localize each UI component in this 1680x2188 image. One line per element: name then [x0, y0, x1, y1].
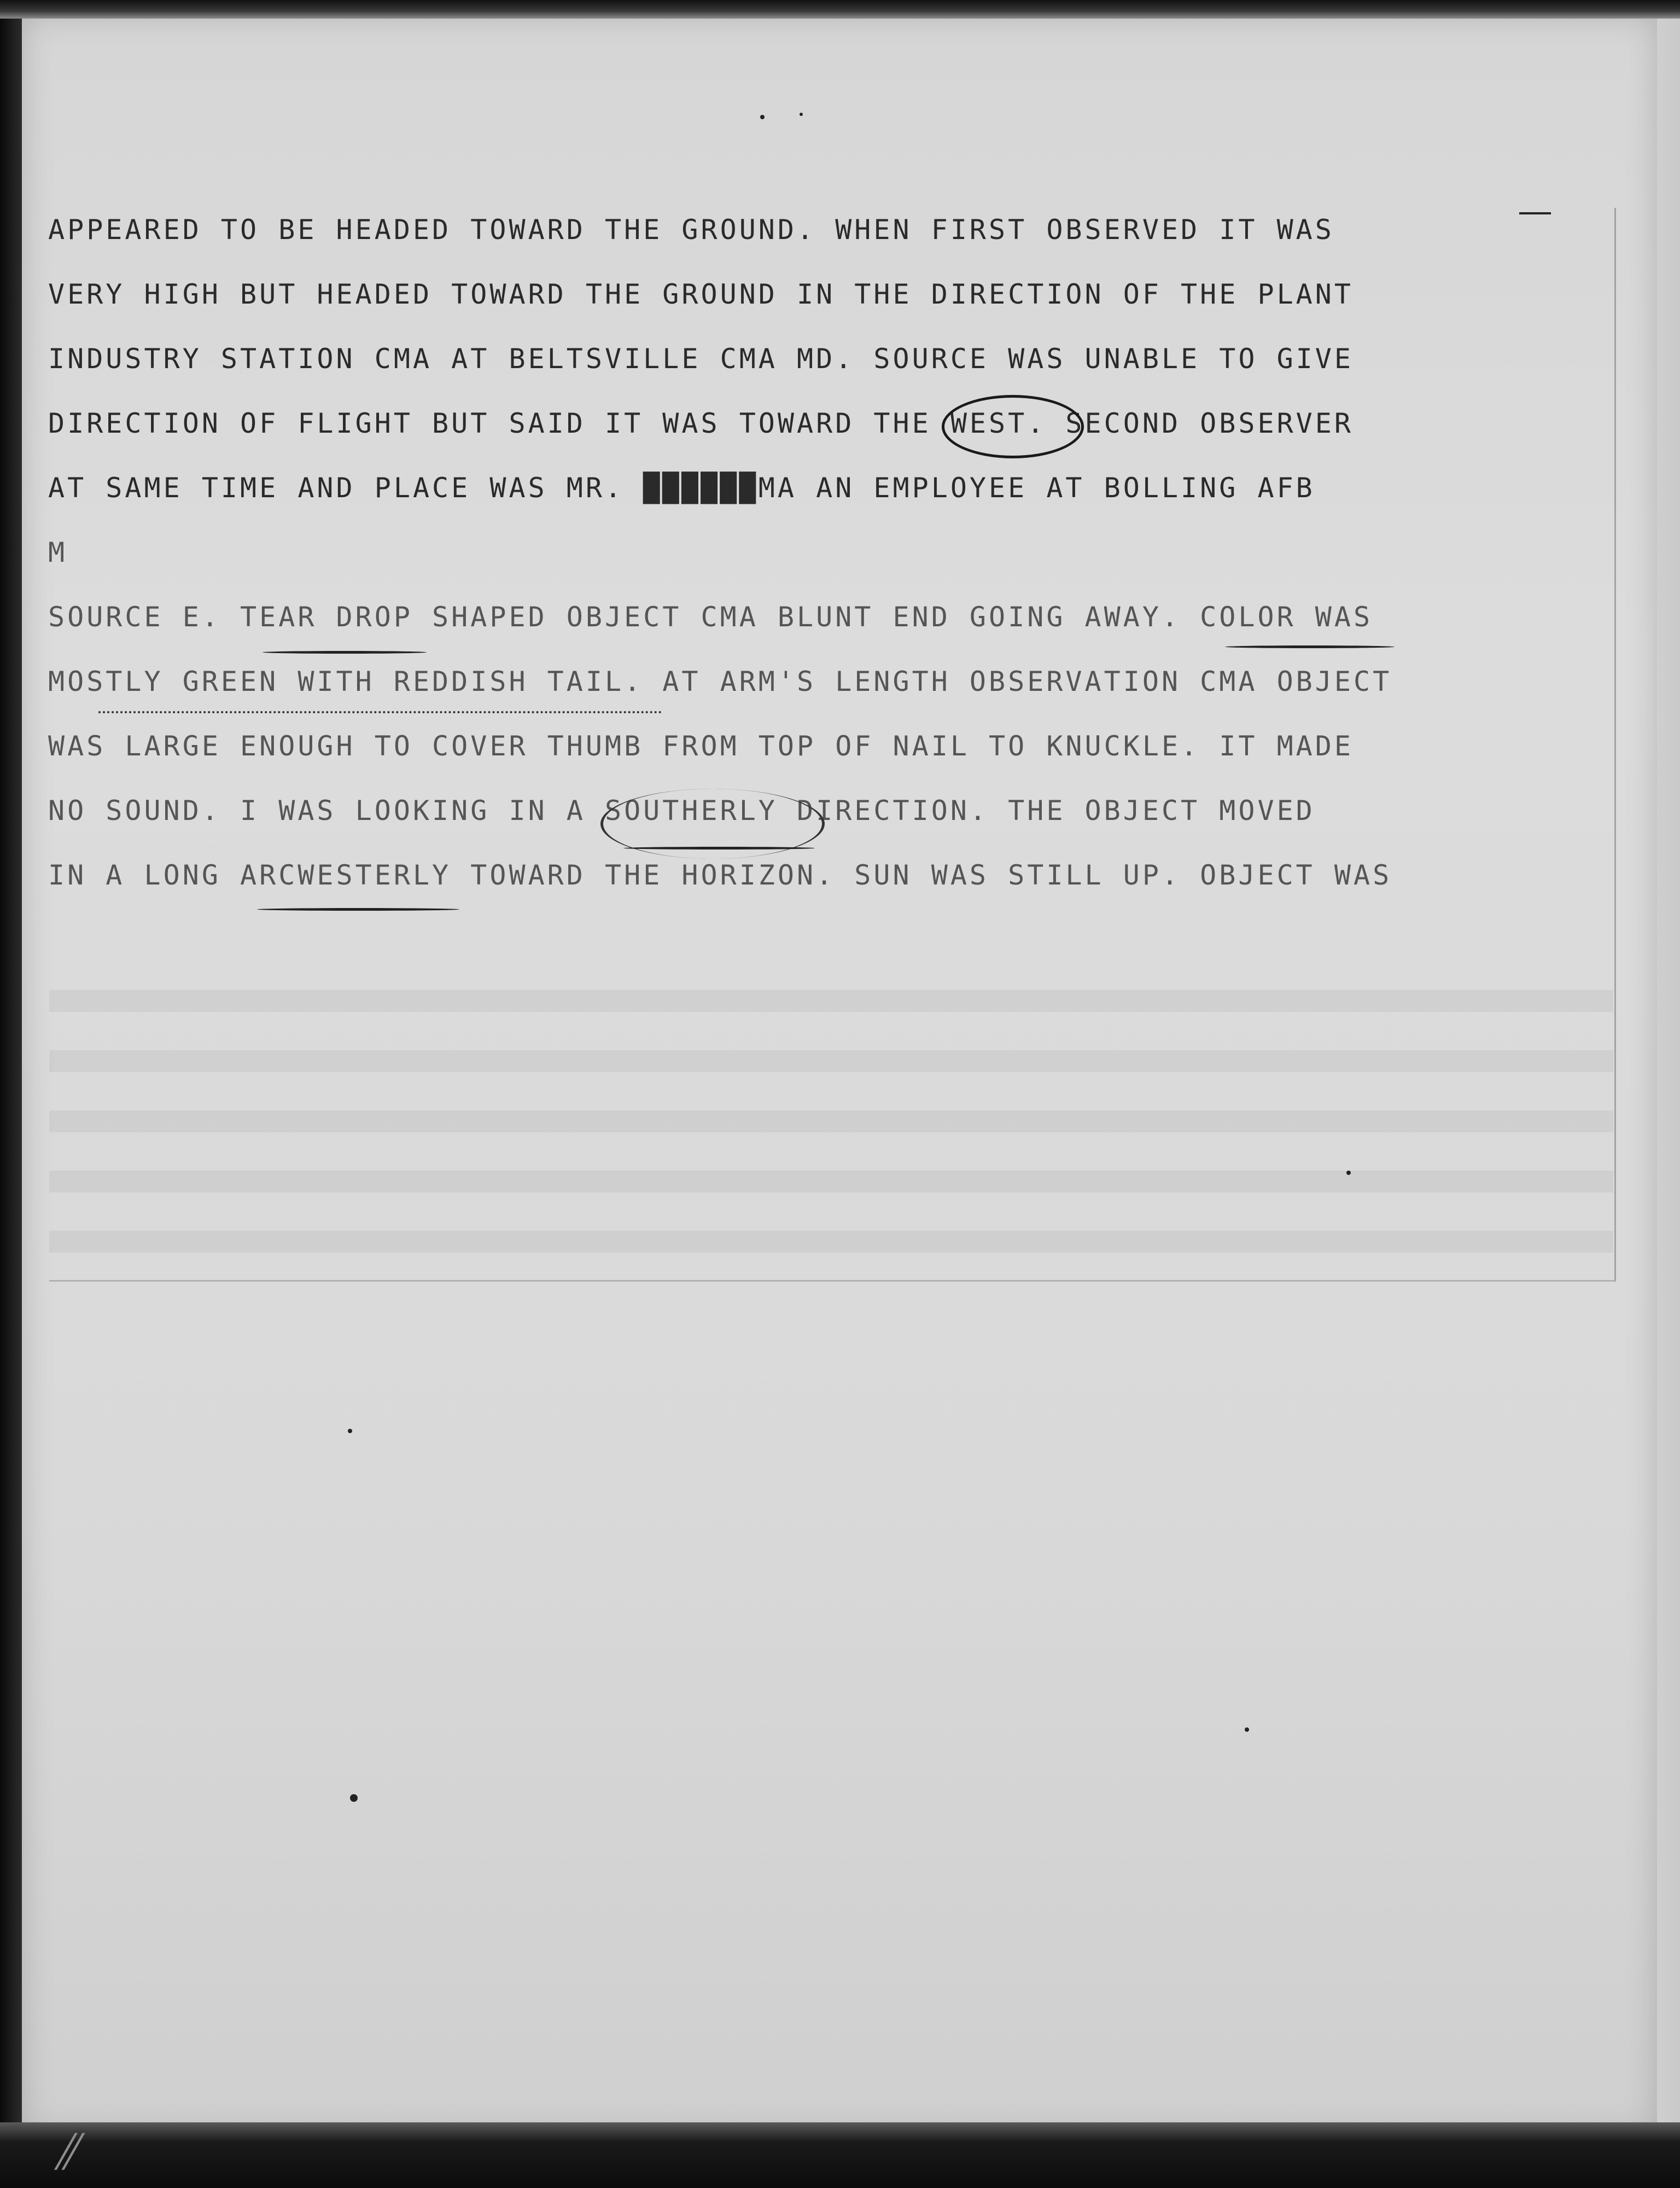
handdrawn-underline: [623, 847, 815, 849]
text-line: VERY HIGH BUT HEADED TOWARD THE GROUND IN THE DIRECTION OF THE PLANT: [48, 278, 1354, 310]
text-line: APPEARED TO BE HEADED TOWARD THE GROUND. WHEN FIRST OBSERVED IT WAS: [48, 214, 1334, 246]
film-speck: [1245, 1727, 1249, 1732]
film-bottom-edge: [0, 2122, 1680, 2188]
margin-dash-mark: [1519, 212, 1551, 214]
film-speck: [350, 1794, 358, 1802]
text-line: DIRECTION OF FLIGHT BUT SAID IT WAS TOWARD THE WEST. SECOND OBSERVER: [48, 408, 1354, 439]
film-top-edge: [0, 0, 1680, 19]
handdrawn-underline: [1225, 645, 1395, 648]
film-right-edge: [1657, 0, 1680, 2188]
handdrawn-circle-west: [942, 395, 1084, 458]
film-speck: [800, 113, 803, 116]
text-line: SOURCE E. TEAR DROP SHAPED OBJECT CMA BLUNT END GOING AWAY. COLOR WAS: [48, 601, 1373, 633]
film-speck: [1346, 1171, 1351, 1175]
text-line: IN A LONG ARCWESTERLY TOWARD THE HORIZON. SUN WAS STILL UP. OBJECT WAS: [48, 859, 1392, 891]
film-speck: [348, 1429, 352, 1433]
film-speck: [760, 115, 765, 119]
handdrawn-underline: [262, 651, 427, 654]
text-line: INDUSTRY STATION CMA AT BELTSVILLE CMA MD. SOURCE WAS UNABLE TO GIVE: [48, 343, 1354, 375]
text-line: MOSTLY GREEN WITH REDDISH TAIL. AT ARM'S LENGTH OBSERVATION CMA OBJECT: [48, 666, 1392, 697]
text-line: WAS LARGE ENOUGH TO COVER THUMB FROM TOP OF NAIL TO KNUCKLE. IT MADE: [48, 730, 1354, 762]
handdrawn-underline: [257, 908, 459, 911]
film-left-edge: [0, 0, 22, 2188]
text-line: M: [48, 537, 68, 568]
text-line: AT SAME TIME AND PLACE WAS MR. ██████MA AN EMPLOYEE AT BOLLING AFB: [48, 472, 1315, 504]
text-line: NO SOUND. I WAS LOOKING IN A SOUTHERLY DIRECTION. THE OBJECT MOVED: [48, 795, 1315, 827]
film-edge-mark: ⫽: [55, 2123, 77, 2181]
handdrawn-underline: [98, 711, 662, 713]
